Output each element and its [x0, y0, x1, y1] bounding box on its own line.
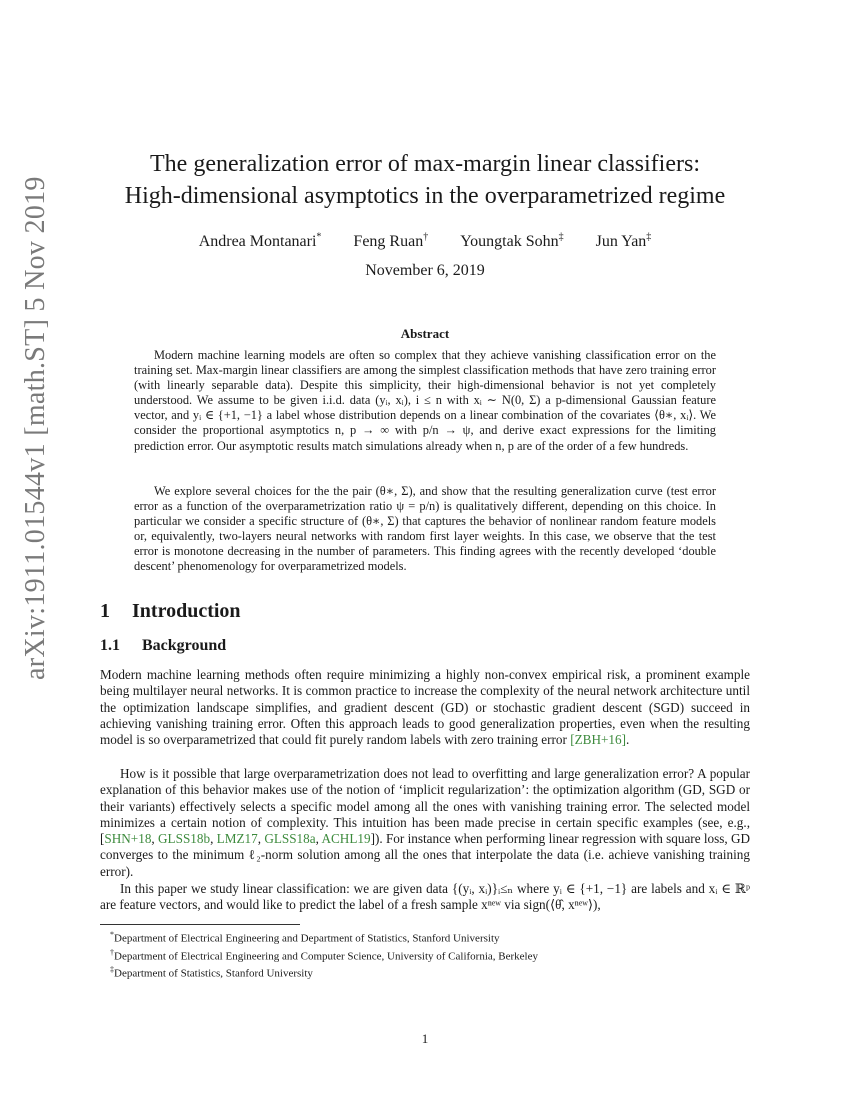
paper-date: November 6, 2019 [365, 262, 485, 279]
affiliation-mark: ‡ [558, 232, 564, 243]
paragraph-text: How is it possible that large overparametrization does not lead to overfitting and large generalization error? A popular explanation of this behavior makes use of the notion of ‘implicit regularization’: the optimization algorithm (GD, SGD or their variants) effectively selects a specific model among all the ones with vanishing training error. The selected model minimizes a certain notion of complexity. This intuition has been made precise in certain specific examples (see, e.g., [ [100, 766, 750, 847]
footnote-mark: * [110, 930, 114, 939]
citation-link[interactable]: [ZBH+16] [570, 732, 626, 748]
subsection-heading-background [100, 637, 226, 655]
citation-link[interactable]: LMZ17 [216, 831, 258, 847]
abstract-paragraph-2: We explore several choices for the the pair (θ∗, Σ), and show that the resulting generalization curve (test error error as a function of the overparametrization ratio ψ = p/n) is qualitatively different, depending on this choice. In particular we consider a specific structure of (θ∗, Σ) that captures the behavior of nonlinear random feature models or, equivalently, two-layers neural networks with random first layer weights. In this case, we observe that the test error is monotone decreasing in the number of parameters. This finding agrees with the recently developed ‘double descent’ phenomenology for overparametrized models. [134, 484, 716, 574]
arxiv-identifier-stamp: arXiv:1911.01544v1 [math.ST] 5 Nov 2019 [20, 176, 51, 680]
author-yan [596, 233, 652, 250]
citation-link[interactable]: GLSS18b [158, 831, 211, 847]
affiliation-mark: * [316, 232, 322, 243]
footnote-text: Department of Statistics, Stanford University [114, 967, 313, 980]
body-paragraph-3: In this paper we study linear classification: we are given data {(yᵢ, xᵢ)}ᵢ≤ₙ where yᵢ ∈ {+1, −1} are labels and xᵢ ∈ ℝᵖ are feature vectors, and would like to predict the label of a fresh sample xⁿᵉʷ via sign(⟨θ̂, xⁿᵉʷ⟩), [100, 881, 750, 913]
body-paragraph-2: How is it possible that large overparametrization does not lead to overfitting and large generalization error? A popular explanation of this behavior makes use of the notion of ‘implicit regularization’: the optimization algorithm (GD, SGD or their variants) effectively selects a specific model among all the ones with vanishing training error. The selected model minimizes a certain notion of complexity. This intuition has been made precise in certain specific examples (see, e.g., [SHN+18, GLSS18b, LMZ17, GLSS18a, ACHL19]). For instance when performing linear regression with square loss, GD converges to the minimum ℓ₂-norm solution among all the ones that interpolate the data (i.e. achieve vanishing training error). [100, 766, 751, 879]
author-name: Andrea Montanari [198, 233, 317, 251]
abstract-heading: Abstract [400, 326, 450, 341]
footnote-1 [100, 928, 750, 946]
paragraph-text: Modern machine learning methods often require minimizing a highly non-convex empirical risk, a prominent example being multilayer neural networks. It is common practice to increase the complexity of the neural network architecture until the optimization landscape simplifies, and gradient descent (GD) or stochastic gradient descent (SGD) succeed in achieving vanishing training error. Often this approach leads to good generalization properties, even when the resulting model is so overparametrized that could fit purely random labels with zero training error [100, 667, 750, 748]
affiliation-mark: † [423, 232, 429, 243]
abstract-paragraph-1: Modern machine learning models are often so complex that they achieve vanishing classification error on the training set. Max-margin linear classifiers are among the simplest classification methods that have zero training error (with linearly separable data). Despite this simplicity, their high-dimensional behavior is not yet completely understood. We assume to be given i.i.d. data (yᵢ, xᵢ), i ≤ n with xᵢ ∼ N(0, Σ) a p-dimensional Gaussian feature vector, and yᵢ ∈ {+1, −1} a label whose distribution depends on a linear combination of the covariates ⟨θ∗, xᵢ⟩. We consider the proportional asymptotics n, p → ∞ with p/n → ψ, and derive exact expressions for the limiting prediction error. Our asymptotic results match simulations already when n, p are of the order of a few hundreds. [134, 348, 716, 453]
body-paragraph-1 [100, 667, 750, 748]
section-title: Introduction [132, 600, 241, 622]
footnote-text: Department of Electrical Engineering and Computer Science, University of California, Berkeley [114, 950, 538, 963]
section-heading-introduction [100, 600, 241, 623]
citation-link[interactable]: GLSS18a [264, 831, 316, 847]
footnote-mark: † [110, 947, 114, 957]
footnotes [100, 928, 750, 981]
section-number: 1 [100, 600, 110, 622]
author-sohn [460, 233, 563, 250]
author-name: Jun Yan [595, 233, 647, 251]
affiliation-mark: ‡ [646, 232, 652, 243]
paragraph-text-continued: ]). For instance when performing linear regression with square loss, GD converges to the minimum ℓ₂-norm solution among all the ones that interpolate the data (i.e. achieve vanishing training error). [100, 831, 751, 879]
footnote-mark: ‡ [110, 965, 114, 975]
citation-link[interactable]: ACHL19 [321, 831, 371, 847]
author-name: Feng Ruan [353, 233, 424, 251]
footnote-3 [100, 963, 750, 981]
footnote-text: Department of Electrical Engineering and Department of Statistics, Stanford University [114, 932, 500, 945]
paper-title-line-2: High-dimensional asymptotics in the overparametrized regime [124, 183, 726, 209]
author-name: Youngtak Sohn [460, 233, 559, 251]
author-ruan [353, 233, 428, 250]
subsection-title: Background [142, 637, 227, 654]
paragraph-end: . [626, 732, 630, 748]
author-list [100, 228, 750, 252]
paper-title-line-1: The generalization error of max-margin linear classifiers: [150, 151, 700, 177]
footnote-2 [100, 946, 750, 964]
page-number: 1 [421, 1031, 429, 1046]
subsection-number: 1.1 [100, 637, 120, 654]
author-montanari [199, 233, 322, 250]
citation-link[interactable]: SHN+18 [104, 831, 152, 847]
footnote-divider [100, 924, 300, 925]
